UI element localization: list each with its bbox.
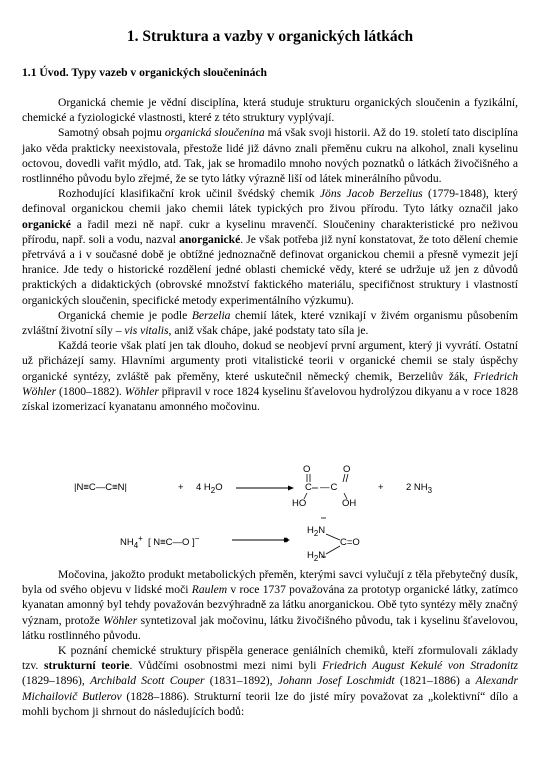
ammonium-cation: $NH_4^+$ <box>120 534 143 551</box>
oxalic-oh: OH <box>342 498 357 509</box>
urea-nh2-bottom: $H_2N$ <box>307 550 326 563</box>
oxalic-o-left: O <box>303 464 311 475</box>
paragraph-2: Samotný obsah pojmu organická sloučenina má však svoji historii. Až do 19. století tato disciplína jako věda prakticky neexistovala, přestože lidé již dávno znali přeměnu cukru na alkohol, znali kyselinu octovou, dovedli vařit mýdlo, atd. Tak, jak se hromadilo mnoho nových poznatků o látkách živočišného a rostlinného původu bylo zřejmé, že se tyto látky výrazně liší od látek minerálního původu. <box>22 126 518 186</box>
section-heading: 1.1 Úvod. Typy vazeb v organických sloučeninách <box>22 66 267 79</box>
paragraph-7: K poznání chemické struktury přispěla generace geniálních chemiků, kteří zformulovali základy tzv. strukturní teorie. Vůdčími osobnostmi mezi nimi byli Friedrich August Kekulé von Stradonitz (1829–1896), Archibald Scott Couper (1831–1892), Johann Josef Loschmidt (1821–1886) a Alexandr Michailovič Butlerov (1828–1886). Strukturní teorii lze do jisté míry považovat za „kolektivní“ dílo a mohli bychom ji shrnout do následujících bodů: <box>22 644 518 718</box>
cyanate-anion: [ N≡C—O ]− <box>148 534 200 549</box>
ammonia-formula: 2 $NH_3$ <box>406 482 433 495</box>
plus-sign-2: + <box>378 482 384 493</box>
paragraph-1: Organická chemie je vědní disciplína, která studuje strukturu organických sloučenin a fyzikální, chemické a fyziologické vlastnosti, které z této struktury vyplývají. <box>22 96 518 125</box>
urea-nh2-top: $H_2N$ <box>307 525 326 538</box>
oxalic-c2: —C <box>320 482 339 493</box>
paragraph-3: Rozhodující klasifikační krok učinil švédský chemik Jöns Jacob Berzelius (1779-1848), který definoval organickou chemii jako chemii látek typických pro živou přírodu. Tyto látky označil jako organické a řadil mezi ně např. cukr a kyselinu mravenčí. Sloučeniny charakteristické pro neživou přírodu, např. soli a vodu, nazval anorganické. Je však potřeba již nyní konstatovat, že toto dělení chemie přetrvává a i v současné době je obtížné jednoznačně definovat organickou chemii a přesně vymezit její hranice. Jde tedy o historické rozdělení jedné oblasti chemické vědy, které se udržuje už jen z důvodů praktických a didaktických (obrovské množství faktického materiálu, specifičnost struktury i vlastností organických sloučenin, specifické metody experimentálního výzkumu). <box>22 187 518 307</box>
chapter-title: 1. Struktura a vazby v organických látkách <box>126 28 414 45</box>
paragraph-5: Každá teorie však platí jen tak dlouho, dokud se neobjeví první argument, který ji vyvrátí. Ostatní už přicházejí samy. Hlavními argumenty proti vitalistické teorii v organické chemii se staly úspěchy organické syntézy, zvláště pak přeměny, které uskutečnil německý chemik, Berzeliův žák, Friedrich Wöhler (1800–1882). Wöhler připravil v roce 1824 kyselinu šťavelovou hydrolýzou dikyanu a v roce 1828 získal izomerizací kyanatanu amonného močovinu. <box>22 339 518 414</box>
dicyan-formula: |N≡C—C≡N| <box>74 482 127 493</box>
paragraph-6: Močovina, jakožto produkt metabolických přeměn, kterými savci vylučují z těla přebytečný dusík, byla od svého objevu v lidské moči Raulem v roce 1737 považována za prototyp organické látky, zatímco kyanatan amonný byl tehdy považován bezvýhradně za látku anorganickou. Obě tyto syntézy měly značný význam, protože Wöhler syntetizoval jak močovinu, látku živočišného původu, tak i kyselinu šťavelovou, látku rostlinného původu. <box>22 568 518 642</box>
oxalic-c1: C <box>305 482 312 493</box>
plus-sign: + <box>178 482 184 493</box>
body-text-upper <box>22 95 518 414</box>
paragraph-4: Organická chemie je podle Berzelia chemií látek, které vznikají v živém organismu působením zvláštní životní síly – vis vitalis, aniž však chápe, jaké podstaty tato síla je. <box>22 308 518 338</box>
urea-carbonyl: C=O <box>340 537 360 548</box>
oxalic-o-right: O <box>343 464 351 475</box>
water-formula: 4 $H_2O$ <box>196 482 223 495</box>
body-text-lower <box>22 567 518 719</box>
oxalic-ho: HO <box>292 498 307 509</box>
reaction-schemes <box>22 464 518 568</box>
